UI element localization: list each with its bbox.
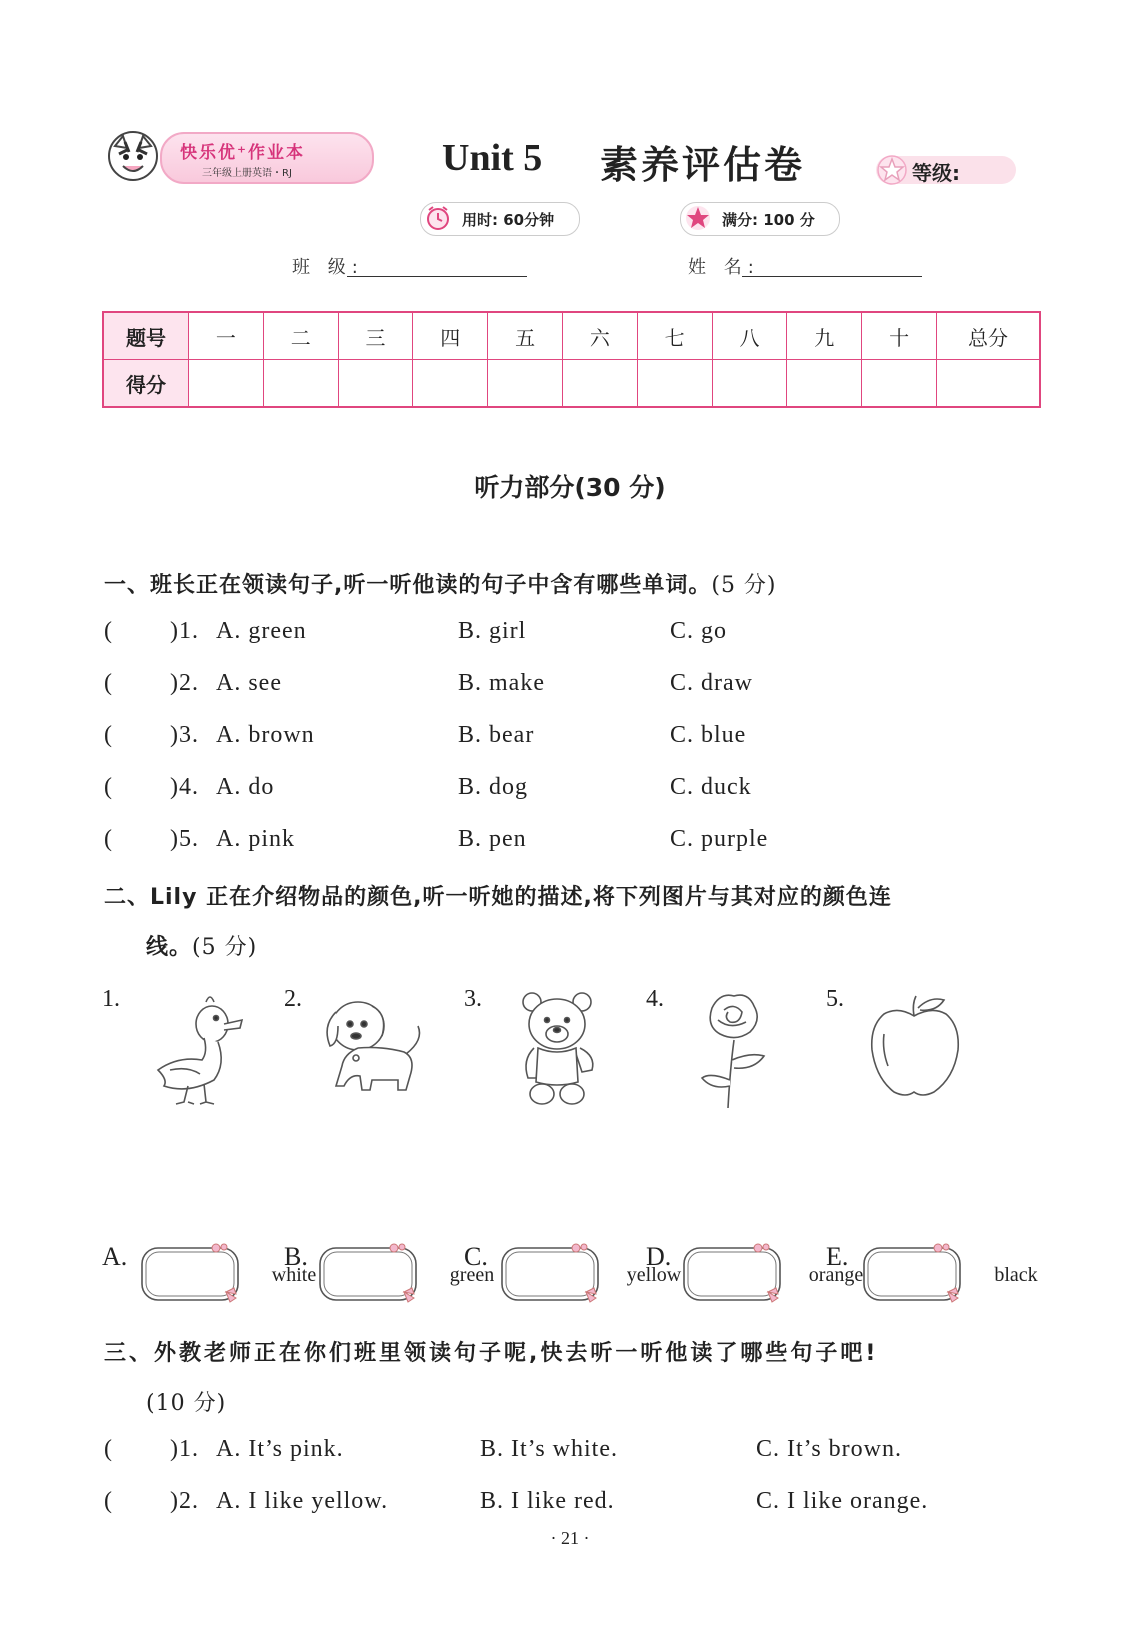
question-1-heading (104, 568, 777, 599)
time-label: 用时: 60分钟 (462, 211, 555, 229)
class-label: 班 级: (292, 257, 364, 278)
picture-number: 2. (284, 986, 302, 1012)
score-cell[interactable] (937, 360, 1041, 408)
item-number: )1. (170, 1436, 199, 1462)
star-icon (876, 154, 908, 186)
table-cell: 总分 (937, 312, 1041, 360)
brand-title: 快乐优⁺作业本 (180, 143, 305, 163)
option-a: A. green (216, 618, 307, 644)
option-c: C. blue (670, 722, 747, 748)
page-number: · 21 · (550, 1528, 590, 1548)
color-label-card[interactable] (680, 1242, 864, 1308)
brand-subtitle: 三年级上册英语・RJ (202, 168, 292, 179)
score-cell[interactable] (787, 360, 862, 408)
item-number: )4. (170, 774, 199, 800)
label-letter: B. (284, 1242, 308, 1271)
option-c: C. purple (670, 826, 769, 852)
color-word: green (449, 1264, 495, 1286)
section-title: 听力部分(30 分) (474, 473, 666, 502)
answer-paren[interactable]: ( (104, 722, 113, 748)
score-table (102, 311, 1041, 408)
option-c: C. go (670, 618, 728, 644)
alarm-clock-icon (424, 204, 452, 236)
apple-icon (868, 994, 962, 1104)
color-word: orange (808, 1264, 864, 1286)
color-label-card[interactable] (138, 1242, 317, 1308)
picture-number: 4. (646, 986, 664, 1012)
score-cell[interactable] (488, 360, 563, 408)
question-2-score: (5 分) (192, 935, 258, 960)
item-number: )2. (170, 670, 199, 696)
question-3-score: (10 分) (146, 1391, 227, 1416)
picture-number: 5. (826, 986, 844, 1012)
item-number: )5. (170, 826, 199, 852)
star-icon (684, 204, 712, 236)
name-label: 姓 名: (688, 257, 760, 278)
question-1-score: (5 分) (711, 573, 777, 598)
option-b: B. make (458, 670, 545, 696)
label-letter: D. (646, 1242, 672, 1271)
full-score-label: 满分: 100 分 (722, 211, 815, 229)
table-cell: 十 (862, 312, 937, 360)
option-b: B. bear (458, 722, 535, 748)
item-number: )3. (170, 722, 199, 748)
row-header: 题号 (103, 312, 189, 360)
table-cell: 六 (562, 312, 637, 360)
option-c: C. duck (670, 774, 752, 800)
option-a: A. I like yellow. (216, 1488, 389, 1514)
table-cell: 三 (338, 312, 413, 360)
option-b: B. girl (458, 618, 527, 644)
option-a: A. brown (216, 722, 315, 748)
score-cell[interactable] (712, 360, 787, 408)
row-header: 得分 (103, 360, 189, 408)
label-letter: A. (102, 1242, 128, 1271)
decorative-frame-icon (860, 1242, 964, 1304)
score-cell[interactable] (862, 360, 937, 408)
color-word: black (994, 1264, 1038, 1286)
option-b: B. dog (458, 774, 529, 800)
option-c: C. I like orange. (756, 1488, 929, 1514)
table-cell: 一 (189, 312, 264, 360)
option-a: A. see (216, 670, 282, 696)
decorative-frame-icon (680, 1242, 784, 1304)
question-2-heading-line1: 二、Lily 正在介绍物品的颜色,听一听她的描述,将下列图片与其对应的颜色连 (104, 885, 892, 910)
dog-icon (322, 996, 432, 1096)
table-cell: 五 (488, 312, 563, 360)
item-number: )1. (170, 618, 199, 644)
teddy-bear-icon (512, 990, 602, 1112)
answer-paren[interactable]: ( (104, 826, 113, 852)
score-cell[interactable] (562, 360, 637, 408)
color-word: yellow (626, 1264, 682, 1286)
answer-paren[interactable]: ( (104, 774, 113, 800)
score-cell[interactable] (189, 360, 264, 408)
name-field[interactable] (742, 276, 922, 277)
option-b: B. It’s white. (480, 1436, 618, 1462)
option-c: C. It’s brown. (756, 1436, 902, 1462)
score-cell[interactable] (413, 360, 488, 408)
table-cell: 二 (263, 312, 338, 360)
question-2-heading-line2 (146, 930, 257, 961)
question-3-heading: 三、外教老师正在你们班里领读句子呢,快去听一听他读了哪些句子吧! (104, 1341, 879, 1366)
score-cell[interactable] (637, 360, 712, 408)
question-2-text: 线。 (146, 935, 193, 960)
answer-paren[interactable]: ( (104, 618, 113, 644)
option-b: B. pen (458, 826, 527, 852)
picture-number: 3. (464, 986, 482, 1012)
rose-icon (690, 990, 776, 1116)
label-letter: C. (464, 1242, 488, 1271)
color-label-card[interactable] (316, 1242, 495, 1308)
option-c: C. draw (670, 670, 753, 696)
answer-paren[interactable]: ( (104, 1436, 113, 1462)
grade-label: 等级: (912, 161, 960, 185)
option-a: A. It’s pink. (216, 1436, 344, 1462)
option-a: A. do (216, 774, 275, 800)
unit-title: Unit 5 (442, 137, 543, 179)
picture-number: 1. (102, 986, 120, 1012)
label-letter: E. (826, 1242, 849, 1271)
score-table-score-row (103, 360, 1040, 408)
option-b: B. I like red. (480, 1488, 615, 1514)
answer-paren[interactable]: ( (104, 1488, 113, 1514)
table-cell: 九 (787, 312, 862, 360)
decorative-frame-icon (316, 1242, 420, 1304)
item-number: )2. (170, 1488, 199, 1514)
table-cell: 七 (637, 312, 712, 360)
color-label-card[interactable] (860, 1242, 1038, 1308)
answer-paren[interactable]: ( (104, 670, 113, 696)
brand-badge (160, 132, 374, 184)
decorative-frame-icon (138, 1242, 242, 1304)
paper-title: 素养评估卷 (600, 143, 806, 187)
table-cell: 八 (712, 312, 787, 360)
mascot-icon (105, 128, 161, 184)
decorative-frame-icon (498, 1242, 602, 1304)
duck-icon (148, 990, 244, 1114)
color-word: white (271, 1264, 317, 1286)
score-cell[interactable] (338, 360, 413, 408)
table-cell: 四 (413, 312, 488, 360)
color-label-card[interactable] (498, 1242, 682, 1308)
class-field[interactable] (347, 276, 527, 277)
score-cell[interactable] (263, 360, 338, 408)
option-a: A. pink (216, 826, 295, 852)
question-1-text: 一、班长正在领读句子,听一听他读的句子中含有哪些单词。 (104, 573, 712, 598)
score-table-header-row (103, 312, 1040, 360)
